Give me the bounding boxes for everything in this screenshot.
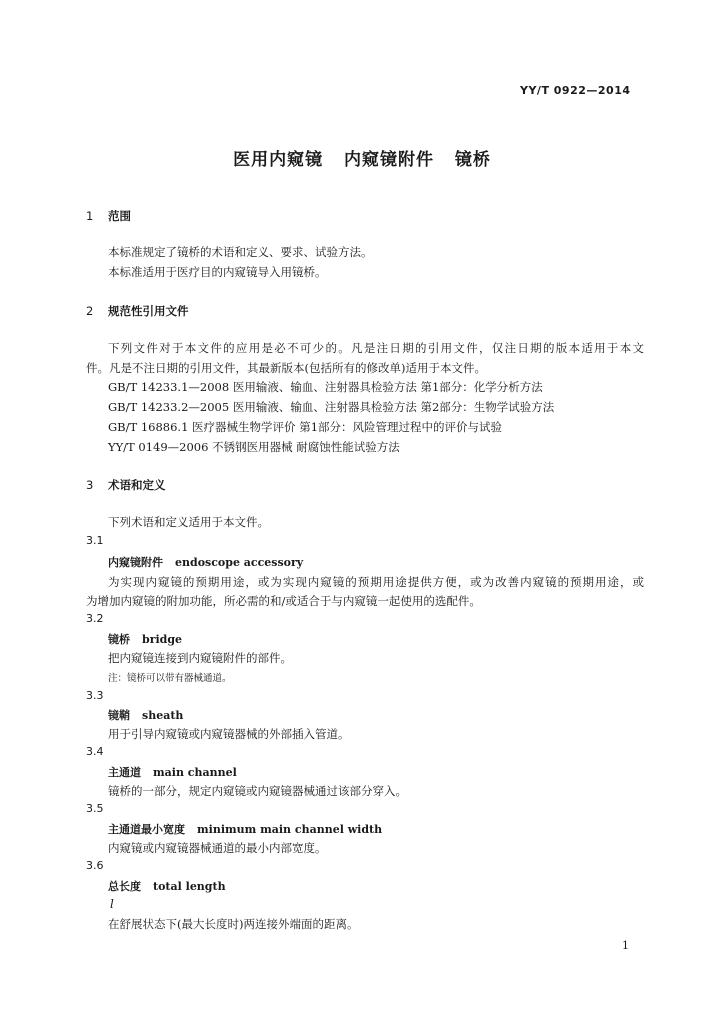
definition: 用于引导内窥镜或内窥镜器械的外部插入管道。 [108, 727, 350, 741]
definition: 为增加内窥镜的附加功能，所必需的和/或适合于与内窥镜一起使用的选配件。 [86, 594, 481, 608]
term-entry [108, 707, 183, 723]
page-number: 1 [622, 939, 629, 952]
clause-number: 3.6 [86, 859, 104, 872]
definition: 镜桥的一部分，规定内窥镜或内窥镜器械通过该部分穿入。 [108, 784, 407, 798]
term-entry [108, 764, 237, 780]
term-zh: 镜鞘 [108, 709, 130, 722]
definition: 内窥镜或内窥镜器械通道的最小内部宽度。 [108, 841, 327, 855]
clause-number: 3.3 [86, 689, 104, 702]
term-en: bridge [142, 633, 183, 646]
term-entry [108, 821, 382, 837]
paragraph: 下列术语和定义适用于本文件。 [108, 515, 269, 529]
term-zh: 内窥镜附件 [108, 556, 163, 569]
term-zh: 主通道最小宽度 [108, 823, 185, 836]
document-title: 医用内窥镜 内窥镜附件 镜桥 [233, 150, 491, 170]
reference-item: GB/T 14233.1—2008 医用输液、输血、注射器具检验方法 第1部分：化学分析方法 [108, 380, 543, 394]
standard-number: YY/T 0922—2014 [520, 84, 631, 97]
reference-item: GB/T 16886.1 医疗器械生物学评价 第1部分：风险管理过程中的评价与试验 [108, 420, 503, 434]
paragraph: 下列文件对于本文件的应用是必不可少的。凡是注日期的引用文件，仅注日期的版本适用于本文 [108, 341, 644, 355]
term-en: endoscope accessory [175, 556, 304, 569]
term-entry [108, 878, 226, 894]
section-3-heading [86, 477, 166, 493]
clause-number: 3.2 [86, 612, 104, 625]
section-number: 2 [86, 304, 94, 318]
term-zh: 总长度 [108, 880, 141, 893]
paragraph: 件。凡是不注日期的引用文件，其最新版本(包括所有的修改单)适用于本文件。 [86, 361, 486, 375]
term-en: total length [153, 880, 226, 893]
term-symbol: l [110, 897, 114, 911]
term-en: sheath [142, 709, 184, 722]
clause-number: 3.5 [86, 802, 104, 815]
section-title: 规范性引用文件 [108, 304, 189, 318]
reference-item: YY/T 0149—2006 不锈钢医用器械 耐腐蚀性能试验方法 [108, 440, 400, 454]
definition: 把内窥镜连接到内窥镜附件的部件。 [108, 651, 292, 665]
section-title: 术语和定义 [108, 478, 166, 492]
section-title: 范围 [108, 209, 131, 223]
section-number: 1 [86, 209, 94, 223]
definition: 在舒展状态下(最大长度时)两连接外端面的距离。 [108, 917, 359, 931]
section-1-heading [86, 208, 131, 224]
reference-item: GB/T 14233.2—2005 医用输液、输血、注射器具检验方法 第2部分：生物学试验方法 [108, 400, 555, 414]
paragraph: 本标准适用于医疗目的内窥镜导入用镜桥。 [108, 265, 327, 279]
term-zh: 主通道 [108, 766, 141, 779]
clause-number: 3.4 [86, 745, 104, 758]
definition: 为实现内窥镜的预期用途，或为实现内窥镜的预期用途提供方便，或为改善内窥镜的预期用途，或 [108, 575, 644, 589]
note: 注：镜桥可以带有器械通道。 [108, 673, 232, 684]
term-entry [108, 554, 303, 570]
term-entry [108, 631, 182, 647]
paragraph: 本标准规定了镜桥的术语和定义、要求、试验方法。 [108, 245, 373, 259]
section-2-heading [86, 303, 189, 319]
term-en: main channel [153, 766, 237, 779]
term-zh: 镜桥 [108, 633, 130, 646]
section-number: 3 [86, 478, 94, 492]
clause-number: 3.1 [86, 534, 104, 547]
term-en: minimum main channel width [197, 823, 383, 836]
